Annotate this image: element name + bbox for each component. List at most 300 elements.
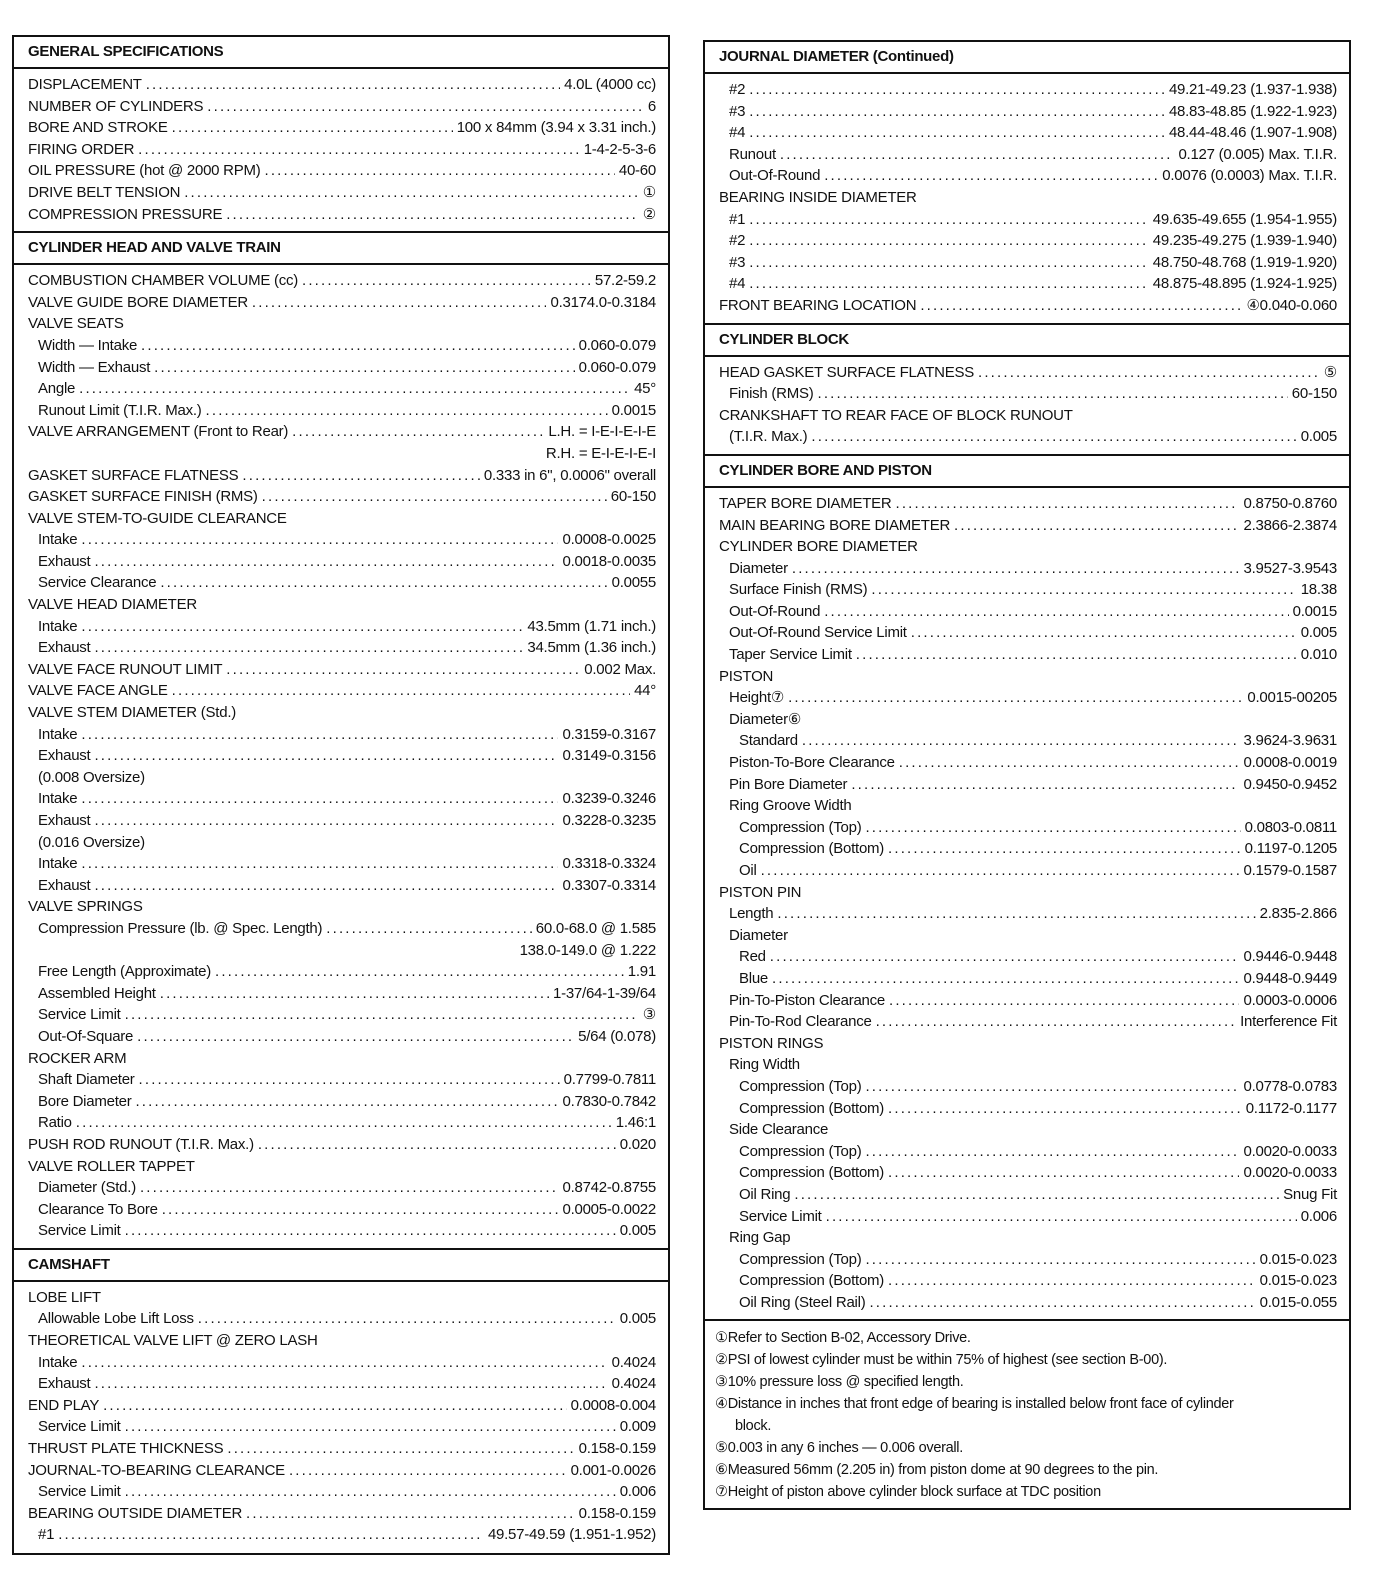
spec-row <box>719 122 1337 144</box>
spec-row <box>28 139 656 161</box>
spec-value: 0.060-0.079 <box>578 358 656 376</box>
dot-leader <box>780 144 1175 166</box>
spec-row <box>719 1184 1337 1206</box>
footnote: ⑦Height of piston above cylinder block surface at TDC position <box>715 1484 1101 1501</box>
spec-value: 0.4024 <box>611 1375 656 1393</box>
dot-leader <box>137 1026 574 1048</box>
spec-label: Ring Groove Width <box>729 797 852 815</box>
spec-row <box>719 1054 1337 1076</box>
spec-label: Standard <box>739 732 798 750</box>
spec-label: Service Limit <box>38 1483 121 1501</box>
spec-value: 0.1197-0.1205 <box>1244 840 1337 858</box>
spec-value: 49.57-49.59 (1.951-1.952) <box>487 1526 656 1544</box>
spec-value: 0.8742-0.8755 <box>562 1179 656 1197</box>
spec-label: #4 <box>729 275 746 293</box>
spec-row <box>28 443 656 465</box>
spec-row <box>28 313 656 335</box>
spec-label: #1 <box>38 1526 55 1544</box>
spec-row <box>719 687 1337 709</box>
spec-row <box>719 709 1337 731</box>
spec-row <box>719 1292 1337 1314</box>
spec-row <box>719 925 1337 947</box>
dot-leader <box>125 1416 616 1438</box>
spec-label: Intake <box>38 617 78 635</box>
spec-value: 0.005 <box>1300 624 1337 642</box>
spec-label: #2 <box>729 232 746 250</box>
section-body-cylinder-bore-and-piston <box>705 488 1349 1322</box>
spec-value: 60.0-68.0 @ 1.585 <box>535 919 656 937</box>
spec-label: Out-Of-Round <box>729 167 821 185</box>
dot-leader <box>125 1220 616 1242</box>
spec-label: BORE AND STROKE <box>28 119 168 137</box>
spec-row <box>719 209 1337 231</box>
spec-label: Ring Gap <box>729 1229 791 1247</box>
spec-value: 6 <box>647 97 656 115</box>
spec-value: 1.91 <box>627 963 656 981</box>
spec-row <box>28 1026 656 1048</box>
spec-label: Finish (RMS) <box>729 385 814 403</box>
dot-leader <box>154 357 575 379</box>
spec-value: 0.020 <box>619 1135 656 1153</box>
spec-row <box>719 144 1337 166</box>
spec-value: 0.7830-0.7842 <box>562 1092 656 1110</box>
spec-label: ROCKER ARM <box>28 1049 127 1067</box>
spec-label: Service Limit <box>38 1418 121 1436</box>
dot-leader <box>911 622 1297 644</box>
dot-leader <box>749 79 1165 101</box>
spec-row <box>719 622 1337 644</box>
spec-row <box>28 767 656 789</box>
spec-row <box>28 421 656 443</box>
dot-leader <box>125 1481 616 1503</box>
spec-label: Blue <box>739 969 769 987</box>
section-title-cylinder-bore-and-piston: CYLINDER BORE AND PISTON <box>705 456 1349 488</box>
spec-label: FRONT BEARING LOCATION <box>719 296 917 314</box>
dot-leader <box>76 1112 612 1134</box>
spec-value: 2.835-2.866 <box>1259 905 1337 923</box>
spec-label: #1 <box>729 210 746 228</box>
dot-leader <box>94 1373 607 1395</box>
spec-row <box>28 1220 656 1242</box>
spec-label: Intake <box>38 790 78 808</box>
spec-label: Assembled Height <box>38 984 156 1002</box>
spec-row <box>719 666 1337 688</box>
spec-value: 48.83-48.85 (1.922-1.923) <box>1168 102 1337 120</box>
spec-row <box>28 74 656 96</box>
dot-leader <box>94 637 523 659</box>
dot-leader <box>824 601 1288 623</box>
footnote: block. <box>735 1418 772 1435</box>
spec-row <box>28 680 656 702</box>
spec-label: COMBUSTION CHAMBER VOLUME (cc) <box>28 272 299 290</box>
dot-leader <box>289 1460 567 1482</box>
section-body-cylinder-head-and-valve-train <box>14 265 668 1250</box>
spec-row <box>28 1330 656 1352</box>
dot-leader <box>94 551 558 573</box>
spec-label: #3 <box>729 253 746 271</box>
dot-leader <box>777 903 1255 925</box>
dot-leader <box>139 1069 560 1091</box>
spec-label: NUMBER OF CYLINDERS <box>28 97 204 115</box>
dot-leader <box>207 96 644 118</box>
spec-row <box>28 292 656 314</box>
spec-label: (0.016 Oversize) <box>38 833 145 851</box>
spec-value: 0.015-0.023 <box>1259 1250 1337 1268</box>
spec-value: 49.635-49.655 (1.954-1.955) <box>1152 210 1337 228</box>
spec-row <box>719 1227 1337 1249</box>
dot-leader <box>258 1134 616 1156</box>
spec-row <box>28 702 656 724</box>
spec-label: #4 <box>729 124 746 142</box>
spec-label: Service Clearance <box>38 574 157 592</box>
spec-label: Oil Ring <box>739 1185 791 1203</box>
dot-leader <box>824 165 1158 187</box>
spec-label: Clearance To Bore <box>38 1200 158 1218</box>
dot-leader <box>172 117 453 139</box>
spec-value: 2.3866-2.3874 <box>1243 516 1337 534</box>
spec-label: VALVE ARRANGEMENT (Front to Rear) <box>28 423 289 441</box>
spec-row <box>28 357 656 379</box>
spec-label: PUSH ROD RUNOUT (T.I.R. Max.) <box>28 1135 254 1153</box>
spec-row <box>719 1011 1337 1033</box>
spec-label: OIL PRESSURE (hot @ 2000 RPM) <box>28 162 261 180</box>
spec-value: 18.38 <box>1300 581 1337 599</box>
dot-leader <box>160 983 549 1005</box>
spec-label: Diameter (Std.) <box>38 1179 136 1197</box>
spec-row <box>28 1069 656 1091</box>
dot-leader <box>81 724 558 746</box>
spec-row <box>28 1352 656 1374</box>
spec-label: Compression (Bottom) <box>739 1272 885 1290</box>
section-title-journal-diameter-continued: JOURNAL DIAMETER (Continued) <box>705 42 1349 74</box>
dot-leader <box>162 1199 559 1221</box>
spec-value: 0.7799-0.7811 <box>563 1071 656 1089</box>
spec-row <box>719 838 1337 860</box>
spec-row <box>28 594 656 616</box>
spec-row <box>719 558 1337 580</box>
dot-leader <box>899 752 1240 774</box>
spec-row <box>28 1134 656 1156</box>
dot-leader <box>94 745 558 767</box>
spec-row <box>719 882 1337 904</box>
spec-label: CYLINDER BORE DIAMETER <box>719 538 918 556</box>
spec-row <box>28 983 656 1005</box>
dot-leader <box>58 1524 484 1546</box>
spec-label: Shaft Diameter <box>38 1071 135 1089</box>
dot-leader <box>792 558 1240 580</box>
dot-leader <box>215 961 624 983</box>
spec-label: Compression Pressure (lb. @ Spec. Length) <box>38 919 323 937</box>
dot-leader <box>788 687 1243 709</box>
section-title-general-specifications: GENERAL SPECIFICATIONS <box>14 37 668 69</box>
spec-label: DISPLACEMENT <box>28 76 142 93</box>
spec-value: 49.21-49.23 (1.937-1.938) <box>1168 81 1337 98</box>
spec-row <box>719 730 1337 752</box>
spec-row <box>719 1098 1337 1120</box>
dot-leader <box>749 101 1165 123</box>
dot-leader <box>876 1011 1237 1033</box>
spec-label: Oil Ring (Steel Rail) <box>739 1293 866 1311</box>
spec-label: VALVE FACE ANGLE <box>28 682 168 700</box>
spec-value: 0.0008-0.0019 <box>1243 754 1337 772</box>
spec-value: 0.0018-0.0035 <box>562 552 656 570</box>
spec-label: THEORETICAL VALVE LIFT @ ZERO LASH <box>28 1332 318 1350</box>
spec-row <box>28 96 656 118</box>
spec-label: Exhaust <box>38 1375 91 1393</box>
spec-row <box>28 1199 656 1221</box>
spec-value: R.H. = E-I-E-I-E-I <box>545 444 656 462</box>
spec-value: 0.0778-0.0783 <box>1243 1077 1337 1095</box>
spec-row <box>719 1076 1337 1098</box>
dot-leader <box>198 1308 616 1330</box>
spec-row <box>719 774 1337 796</box>
dot-leader <box>811 426 1296 448</box>
spec-label: VALVE SPRINGS <box>28 898 143 916</box>
dot-leader <box>81 1352 607 1374</box>
dot-leader <box>242 465 479 487</box>
spec-row <box>28 1156 656 1178</box>
spec-value: 0.9446-0.9448 <box>1243 948 1337 966</box>
spec-row <box>28 1091 656 1113</box>
spec-label: Exhaust <box>38 552 91 570</box>
spec-value: 0.333 in 6", 0.0006" overall <box>483 466 656 484</box>
dot-leader <box>94 875 558 897</box>
spec-value: 48.875-48.895 (1.924-1.925) <box>1152 275 1337 293</box>
spec-value: 0.005 <box>619 1310 656 1328</box>
spec-value: 0.015-0.023 <box>1259 1272 1337 1290</box>
spec-row <box>28 853 656 875</box>
dot-leader <box>888 838 1241 860</box>
spec-value: 57.2-59.2 <box>594 272 656 290</box>
spec-row <box>28 1112 656 1134</box>
spec-row <box>719 1270 1337 1292</box>
spec-row <box>719 230 1337 252</box>
spec-label: Compression (Bottom) <box>739 1164 885 1182</box>
spec-value: 0.0008-0.004 <box>570 1396 656 1414</box>
spec-value: 0.158-0.159 <box>578 1440 656 1458</box>
left-spec-column <box>12 35 670 1555</box>
dot-leader <box>954 515 1239 537</box>
spec-label: Service Limit <box>38 1006 121 1024</box>
spec-row <box>719 1119 1337 1141</box>
spec-row <box>28 875 656 897</box>
spec-label: Exhaust <box>38 876 91 894</box>
spec-label: Ring Width <box>729 1056 800 1074</box>
spec-value: 0.1172-0.1177 <box>1245 1099 1337 1117</box>
spec-label: Pin-To-Rod Clearance <box>729 1013 872 1031</box>
spec-label: VALVE GUIDE BORE DIAMETER <box>28 293 248 311</box>
spec-value: 0.3239-0.3246 <box>562 790 656 808</box>
spec-label: Red <box>739 948 766 966</box>
spec-row <box>28 1460 656 1482</box>
spec-label: Service Limit <box>38 1222 121 1240</box>
spec-label: Compression (Top) <box>739 1142 862 1160</box>
spec-row <box>719 903 1337 925</box>
footnote: ⑤0.003 in any 6 inches — 0.006 overall. <box>715 1440 963 1457</box>
spec-value: ③ <box>642 1006 656 1024</box>
dot-leader <box>81 853 558 875</box>
spec-value: 0.001-0.0026 <box>570 1461 656 1479</box>
spec-label: CRANKSHAFT TO REAR FACE OF BLOCK RUNOUT <box>719 406 1073 424</box>
spec-row <box>719 1141 1337 1163</box>
spec-label: Allowable Lobe Lift Loss <box>38 1310 194 1328</box>
spec-row <box>28 1481 656 1503</box>
spec-row <box>719 601 1337 623</box>
spec-value: 0.0003-0.0006 <box>1243 991 1337 1009</box>
spec-value: 0.0015-00205 <box>1247 689 1337 707</box>
spec-label: Length <box>729 905 774 923</box>
dot-leader <box>770 946 1240 968</box>
spec-value: 60-150 <box>610 488 656 506</box>
spec-label: THRUST PLATE THICKNESS <box>28 1440 224 1458</box>
spec-row <box>719 79 1337 101</box>
spec-label: PISTON PIN <box>719 883 802 901</box>
dot-leader <box>772 968 1239 990</box>
dot-leader <box>920 295 1242 317</box>
spec-label: PISTON RINGS <box>719 1034 824 1052</box>
dot-leader <box>302 270 591 292</box>
spec-value: 48.750-48.768 (1.919-1.920) <box>1152 253 1337 271</box>
dot-leader <box>140 1177 559 1199</box>
dot-leader <box>226 659 580 681</box>
spec-row <box>719 295 1337 317</box>
dot-leader <box>794 1184 1279 1206</box>
spec-label: Runout Limit (T.I.R. Max.) <box>38 401 202 419</box>
spec-value: 60-150 <box>1291 385 1337 403</box>
spec-row <box>719 1206 1337 1228</box>
dot-leader <box>184 182 639 204</box>
spec-value: ④0.040-0.060 <box>1246 296 1337 314</box>
spec-value: 0.060-0.079 <box>578 336 656 354</box>
spec-value: 0.0020-0.0033 <box>1243 1164 1337 1182</box>
spec-row <box>28 1438 656 1460</box>
section-body-general-specifications <box>14 69 668 233</box>
dot-leader <box>749 230 1149 252</box>
spec-row <box>719 493 1337 515</box>
dot-leader <box>888 1270 1256 1292</box>
dot-leader <box>146 74 560 96</box>
spec-value: 0.0015 <box>611 401 656 419</box>
spec-value: 40-60 <box>618 162 656 180</box>
dot-leader <box>749 209 1149 231</box>
spec-value: 138.0-149.0 @ 1.222 <box>519 941 656 959</box>
section-body-camshaft <box>14 1282 668 1552</box>
spec-value: 100 x 84mm (3.94 x 3.31 inch.) <box>456 119 656 137</box>
section-body-cylinder-block <box>705 357 1349 456</box>
section-title-cylinder-block: CYLINDER BLOCK <box>705 325 1349 357</box>
spec-row <box>28 400 656 422</box>
spec-value: 34.5mm (1.36 inch.) <box>527 639 656 657</box>
dot-leader <box>141 335 575 357</box>
spec-value: 0.158-0.159 <box>578 1504 656 1522</box>
spec-row <box>719 383 1337 405</box>
dot-leader <box>326 918 531 940</box>
spec-value: 3.9624-3.9631 <box>1243 732 1337 750</box>
right-spec-column <box>703 40 1351 1510</box>
spec-value: 43.5mm (1.71 inch.) <box>527 617 656 635</box>
dot-leader <box>135 1091 558 1113</box>
footnote: ⑥Measured 56mm (2.205 in) from piston dome at 90 degrees to the pin. <box>715 1462 1159 1479</box>
spec-row <box>719 273 1337 295</box>
dot-leader <box>865 1249 1255 1271</box>
spec-value: 0.127 (0.005) Max. T.I.R. <box>1178 145 1337 163</box>
spec-row <box>28 724 656 746</box>
dot-leader <box>226 204 639 226</box>
spec-label: Out-Of-Square <box>38 1027 134 1045</box>
spec-value: 45° <box>634 380 656 398</box>
spec-row <box>28 961 656 983</box>
spec-label: Compression (Bottom) <box>739 840 885 858</box>
dot-leader <box>81 616 523 638</box>
spec-row <box>719 252 1337 274</box>
spec-value: 48.44-48.46 (1.907-1.908) <box>1168 124 1337 142</box>
spec-value: Interference Fit <box>1240 1013 1337 1031</box>
spec-value: 0.1579-0.1587 <box>1243 862 1337 879</box>
spec-label: FIRING ORDER <box>28 140 135 158</box>
spec-value: 3.9527-3.9543 <box>1243 559 1337 577</box>
footnote: ①Refer to Section B-02, Accessory Drive. <box>715 1330 971 1347</box>
spec-label: Height⑦ <box>729 689 785 707</box>
spec-label: TAPER BORE DIAMETER <box>719 494 892 512</box>
spec-label: Compression (Top) <box>739 1077 862 1095</box>
spec-row <box>719 968 1337 990</box>
spec-value: 1-37/64-1-39/64 <box>553 984 656 1002</box>
spec-label: VALVE FACE RUNOUT LIMIT <box>28 660 223 678</box>
footnotes <box>705 1321 1349 1511</box>
spec-value: 0.009 <box>619 1418 656 1436</box>
spec-label: Intake <box>38 855 78 873</box>
spec-value: 0.006 <box>619 1483 656 1501</box>
spec-row <box>28 529 656 551</box>
spec-label: Intake <box>38 531 78 549</box>
dot-leader <box>896 493 1240 515</box>
spec-value: ① <box>642 183 656 201</box>
spec-row <box>28 1524 656 1546</box>
dot-leader <box>252 292 547 314</box>
spec-row <box>719 752 1337 774</box>
dot-leader <box>871 579 1296 601</box>
spec-label: Width — Exhaust <box>38 358 151 376</box>
spec-value: 5/64 (0.078) <box>578 1027 656 1045</box>
spec-row <box>719 579 1337 601</box>
dot-leader <box>856 644 1297 666</box>
spec-value: L.H. = I-E-I-E-I-E <box>548 423 656 441</box>
spec-label: Diameter <box>729 559 788 577</box>
spec-row <box>719 187 1337 209</box>
spec-value: 0.0803-0.0811 <box>1244 818 1337 836</box>
spec-row <box>28 1503 656 1525</box>
spec-label: (T.I.R. Max.) <box>729 428 808 446</box>
spec-value: 0.8750-0.8760 <box>1243 494 1337 512</box>
spec-row <box>28 637 656 659</box>
spec-row <box>719 860 1337 882</box>
spec-label: COMPRESSION PRESSURE <box>28 205 223 223</box>
spec-row <box>28 918 656 940</box>
spec-label: Exhaust <box>38 639 91 657</box>
section-title-camshaft: CAMSHAFT <box>14 1250 668 1282</box>
spec-row <box>719 1162 1337 1184</box>
spec-label: VALVE SEATS <box>28 315 124 333</box>
spec-value: 0.015-0.055 <box>1259 1293 1337 1311</box>
spec-label: Out-Of-Round Service Limit <box>729 624 907 642</box>
spec-label: Pin Bore Diameter <box>729 775 848 793</box>
spec-label: MAIN BEARING BORE DIAMETER <box>719 516 951 534</box>
spec-row <box>719 165 1337 187</box>
spec-label: PISTON <box>719 667 774 685</box>
dot-leader <box>172 680 630 702</box>
spec-row <box>719 405 1337 427</box>
dot-leader <box>749 252 1149 274</box>
